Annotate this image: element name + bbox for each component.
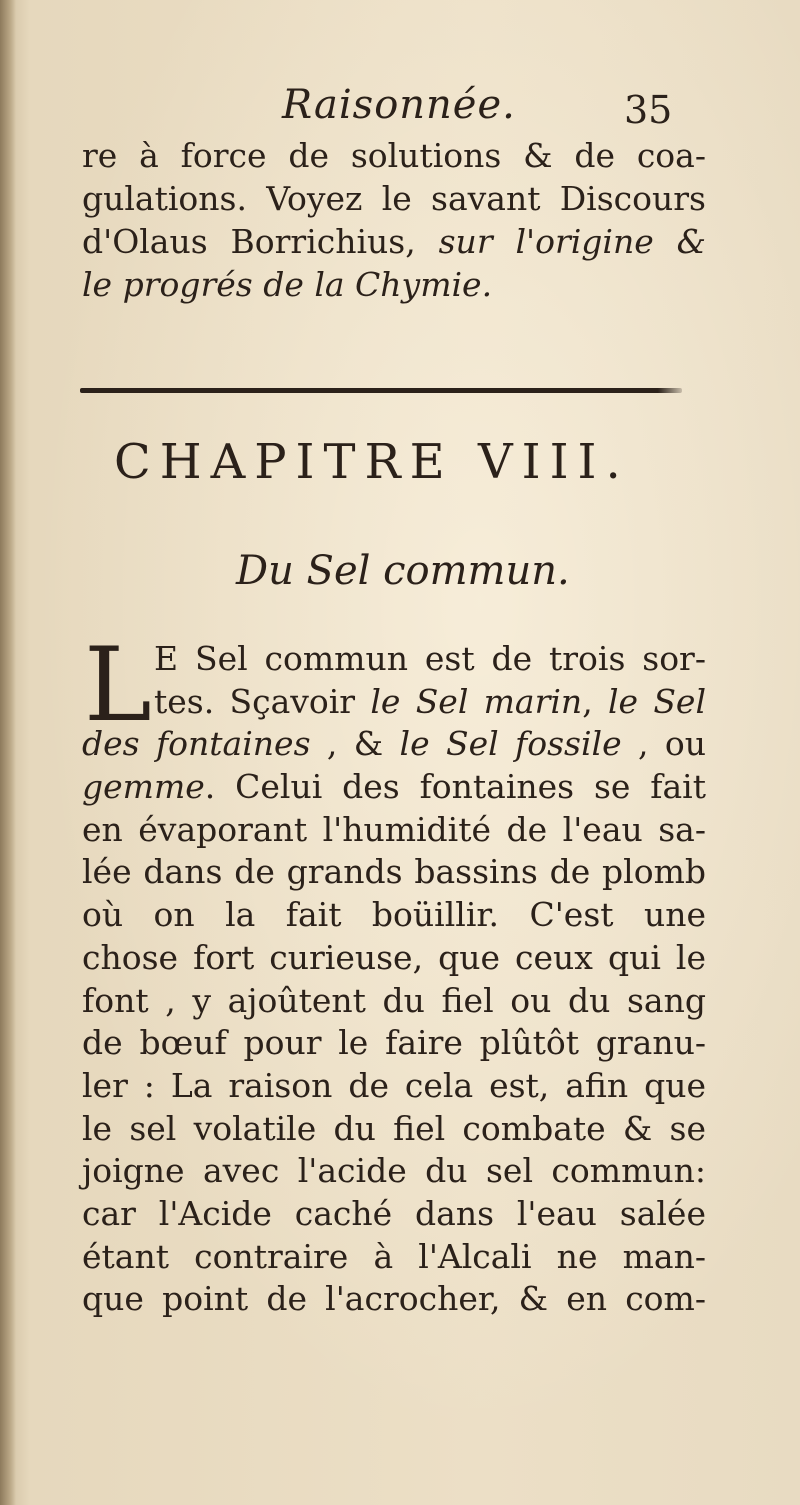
italic-term: le Sel xyxy=(607,681,707,721)
text-line: où on la fait boüillir. C'est une xyxy=(82,895,706,935)
text-segment: , & xyxy=(310,724,400,764)
text-line: le progrés de la Chymie. xyxy=(82,265,493,304)
text-line: chose fort curieuse, que ceux qui le xyxy=(82,937,706,977)
page-gutter-shadow xyxy=(0,0,16,1505)
text-line: car l'Acide caché dans l'eau salée xyxy=(82,1193,706,1233)
text-line xyxy=(82,681,706,724)
page-number: 35 xyxy=(624,88,673,132)
italic-term: le Sel marin xyxy=(370,681,583,721)
text-segment: , ou xyxy=(621,724,707,764)
text-segment: . Celui des fontaines se fait xyxy=(204,767,706,807)
italic-term: des fontaines xyxy=(82,724,311,764)
text-line: en évaporant l'humidité de l'eau sa- xyxy=(82,809,706,849)
text-line: font , y ajoûtent du fiel ou du sang xyxy=(82,980,706,1020)
section-divider-rule xyxy=(80,388,682,393)
text-segment: tes. Sçavoir xyxy=(154,681,371,721)
italic-reference: sur l'origine & xyxy=(438,222,706,261)
chapter-heading: CHAPITRE VIII. xyxy=(114,434,630,490)
text-line: de bœuf pour le faire plûtôt granu- xyxy=(82,1023,706,1063)
text-line: ler : La raison de cela est, afin que xyxy=(82,1065,706,1105)
drop-cap: L xyxy=(84,626,152,745)
text-line xyxy=(82,220,706,263)
text-line: le sel volatile du fiel combate & se xyxy=(82,1108,706,1148)
running-title: Raisonnée. xyxy=(282,82,516,128)
text-line: étant contraire à l'Alcali ne man- xyxy=(82,1236,706,1276)
body-paragraph xyxy=(82,626,707,1321)
text-segment: d'Olaus Borrichius, xyxy=(82,222,439,261)
continued-paragraph xyxy=(82,134,706,306)
italic-term: le Sel fossile xyxy=(399,724,622,764)
text-line: re à force de solutions & de coa- xyxy=(82,136,706,175)
text-line: E Sel commun est de trois sor- xyxy=(154,639,706,678)
running-head xyxy=(0,82,800,142)
text-segment: , xyxy=(582,681,608,721)
text-line: gulations. Voyez le savant Discours xyxy=(82,179,706,218)
section-title: Du Sel commun. xyxy=(236,548,570,594)
text-line: que point de l'acrocher, & en com- xyxy=(82,1279,706,1319)
text-line xyxy=(82,723,706,766)
text-line xyxy=(82,766,706,809)
text-line: joigne avec l'acide du sel commun: xyxy=(82,1151,706,1191)
text-line: lée dans de grands bassins de plomb xyxy=(82,852,706,892)
italic-term: gemme xyxy=(82,767,205,807)
